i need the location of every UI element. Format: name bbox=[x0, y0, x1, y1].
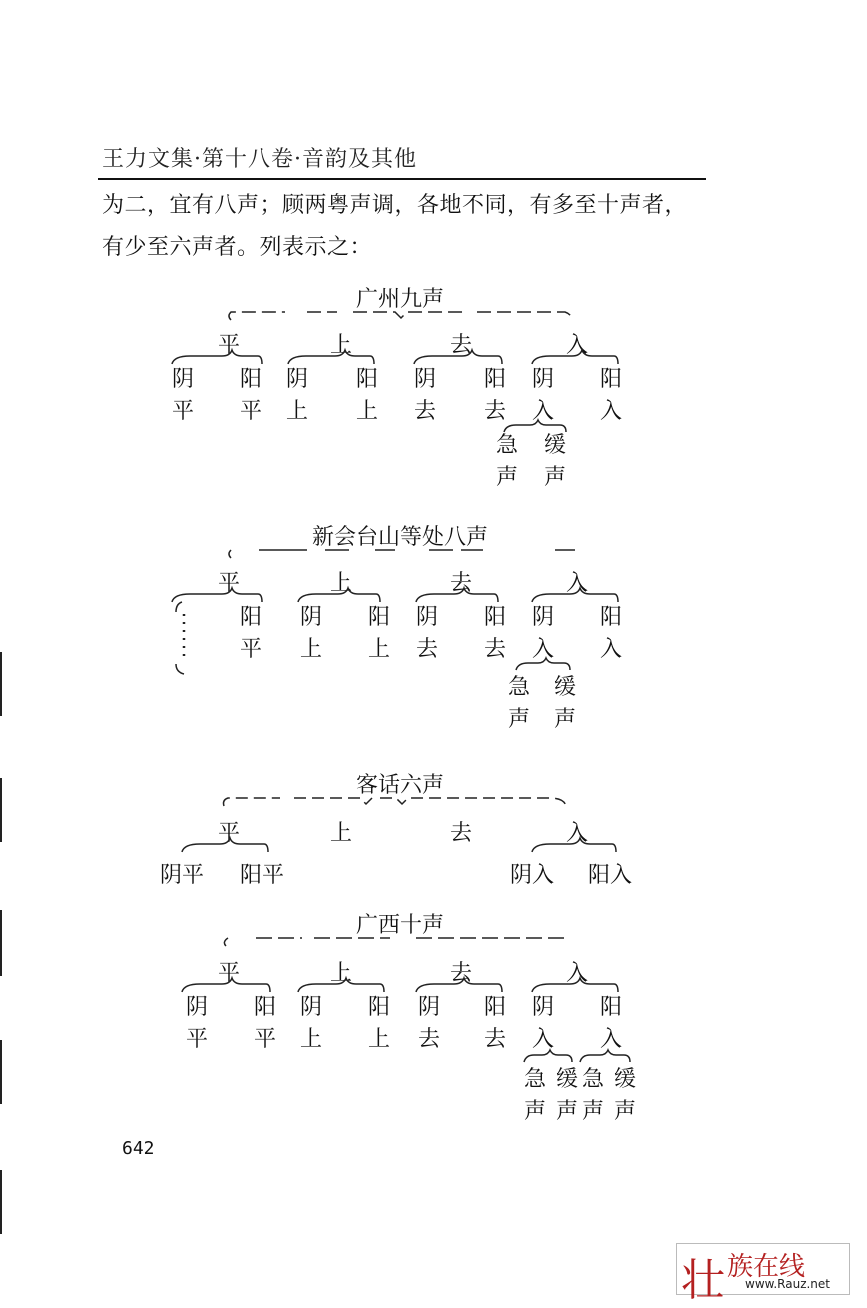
label-yang-ru: 阳入 bbox=[600, 995, 623, 1052]
label-yin-qu: 阴去 bbox=[418, 995, 441, 1052]
page-number: 642 bbox=[122, 1138, 155, 1159]
label-yin-shang: 阴上 bbox=[300, 995, 323, 1052]
label-yin-ping: 阴平 bbox=[172, 367, 195, 424]
watermark-name: 族在线 bbox=[727, 1252, 806, 1282]
label-huan-sheng: 缓声 bbox=[544, 433, 567, 490]
label-yang-ru: 阳入 bbox=[588, 863, 633, 888]
watermark-logo bbox=[676, 1243, 850, 1306]
tone-qu: 去 bbox=[450, 821, 473, 846]
label-huan-sheng: 缓声 bbox=[554, 675, 577, 732]
tone-ru: 入 bbox=[566, 821, 589, 846]
scan-edge-mark bbox=[0, 778, 2, 842]
label-yang-qu: 阳去 bbox=[484, 367, 507, 424]
tone-qu: 去 bbox=[450, 333, 473, 358]
tone-shang: 上 bbox=[330, 821, 353, 846]
paragraph-line-2: 有少至六声者。列表示之： bbox=[102, 235, 373, 260]
label-yang-ping: 阳平 bbox=[240, 605, 263, 662]
ru-split-braces bbox=[520, 1050, 640, 1064]
tone-qu: 去 bbox=[450, 571, 473, 596]
table-top-bracket bbox=[220, 792, 580, 812]
scan-edge-mark bbox=[0, 1040, 2, 1104]
label-yang-ru: 阳入 bbox=[600, 605, 623, 662]
tone-ru: 入 bbox=[566, 333, 589, 358]
watermark-mark: 壮 bbox=[681, 1255, 725, 1306]
tone-shang: 上 bbox=[330, 333, 353, 358]
table-title: 客话六声 bbox=[356, 773, 445, 798]
scan-edge-mark bbox=[0, 910, 2, 976]
ru-split-brace bbox=[512, 658, 592, 672]
label-yang-shang: 阳上 bbox=[368, 995, 391, 1052]
paragraph-line-1: 为二，宜有八声；顾两粤声调，各地不同，有多至十声者， bbox=[102, 193, 688, 218]
table-title: 广西十声 bbox=[356, 913, 445, 938]
table-top-bracket bbox=[220, 932, 580, 952]
tone-braces bbox=[170, 350, 630, 366]
label-yin-qu: 阴去 bbox=[414, 367, 437, 424]
tone-braces bbox=[170, 588, 630, 604]
table-title: 新会台山等处八声 bbox=[312, 525, 489, 550]
tone-shang: 上 bbox=[330, 571, 353, 596]
label-yang-ping: 阳平 bbox=[254, 995, 277, 1052]
watermark-url: www.Rauz.net bbox=[745, 1277, 830, 1291]
label-yin-ping: 阴平 bbox=[160, 863, 205, 888]
tone-ping: 平 bbox=[218, 961, 241, 986]
label-yang-shang: 阳上 bbox=[356, 367, 379, 424]
header-rule bbox=[98, 178, 706, 180]
label-yin-ru-huan-sheng: 缓声 bbox=[556, 1067, 579, 1124]
tone-shang: 上 bbox=[330, 961, 353, 986]
label-yang-qu: 阳去 bbox=[484, 605, 507, 662]
tone-ping: 平 bbox=[218, 333, 241, 358]
label-yin-ping: 阴平 bbox=[186, 995, 209, 1052]
tone-ping: 平 bbox=[218, 571, 241, 596]
running-header: 王力文集·第十八卷·音韵及其他 bbox=[102, 147, 417, 172]
tone-qu: 去 bbox=[450, 961, 473, 986]
tone-ping: 平 bbox=[218, 821, 241, 846]
label-yang-ru: 阳入 bbox=[600, 367, 623, 424]
label-yang-ping: 阳平 bbox=[240, 863, 285, 888]
label-yin-ru: 阴入 bbox=[532, 605, 555, 662]
table-title: 广州九声 bbox=[356, 287, 445, 312]
label-yang-ping: 阳平 bbox=[240, 367, 263, 424]
label-yang-qu: 阳去 bbox=[484, 995, 507, 1052]
tone-ru: 入 bbox=[566, 961, 589, 986]
scan-edge-mark bbox=[0, 1170, 2, 1234]
label-yin-ru: 阴入 bbox=[532, 995, 555, 1052]
table-top-bracket bbox=[225, 306, 585, 326]
tone-braces bbox=[180, 838, 640, 854]
label-yin-ru: 阴入 bbox=[532, 367, 555, 424]
dotted-placeholder bbox=[172, 600, 196, 676]
label-yin-ru: 阴入 bbox=[510, 863, 555, 888]
label-yin-shang: 阴上 bbox=[286, 367, 309, 424]
tone-braces bbox=[180, 978, 640, 994]
table-top-bracket bbox=[225, 544, 585, 564]
tone-ru: 入 bbox=[566, 571, 589, 596]
label-yin-ru-ji-sheng: 急声 bbox=[524, 1067, 547, 1124]
label-ji-sheng: 急声 bbox=[508, 675, 531, 732]
label-ji-sheng: 急声 bbox=[496, 433, 519, 490]
label-yin-qu: 阴去 bbox=[416, 605, 439, 662]
label-yin-shang: 阴上 bbox=[300, 605, 323, 662]
label-yang-ru-huan-sheng: 缓声 bbox=[614, 1067, 637, 1124]
label-yang-shang: 阳上 bbox=[368, 605, 391, 662]
label-yang-ru-ji-sheng: 急声 bbox=[582, 1067, 605, 1124]
scan-edge-mark bbox=[0, 652, 2, 716]
